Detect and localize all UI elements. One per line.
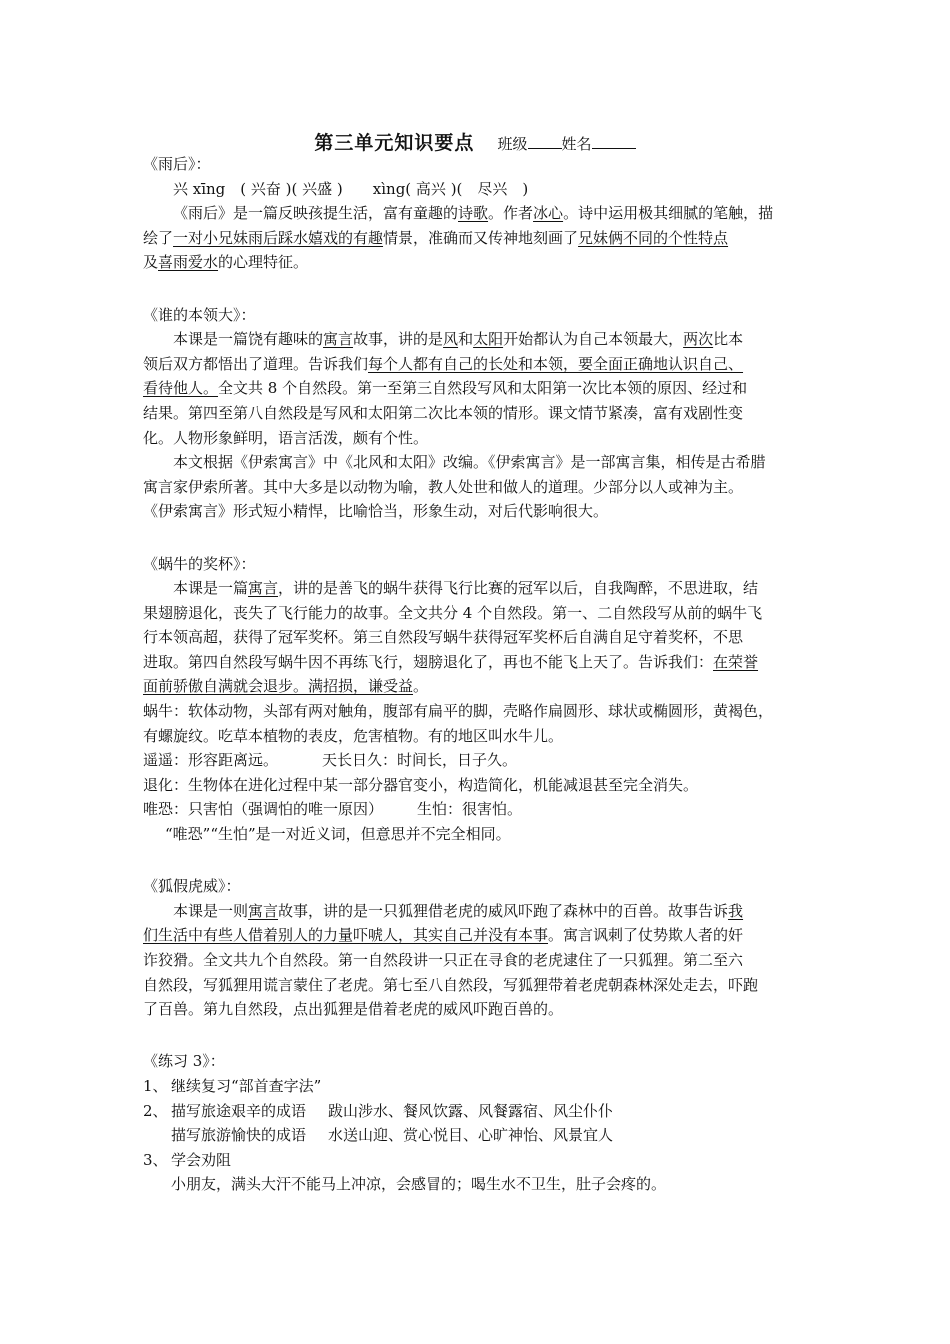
underlined-text: 冰心 <box>533 204 564 223</box>
document-body <box>143 152 808 1197</box>
underlined-text: 寓言 <box>248 901 279 920</box>
paragraph-line <box>143 226 808 251</box>
text: 。诗中运用极其细腻的笔触，描 <box>563 204 774 223</box>
underlined-text: 一对小兄妹雨后踩水嬉戏的有趣 <box>173 228 384 247</box>
paragraph-line <box>143 899 808 924</box>
underlined-text: 寓言 <box>323 330 354 349</box>
text: 唯恐：只害怕（强调怕的唯一原因） <box>143 800 384 819</box>
underlined-text: 诗歌 <box>458 204 489 223</box>
note-line: “唯恐”“生怕”是一对近义词，但意思并不完全相同。 <box>165 825 511 844</box>
paragraph-line <box>143 352 808 377</box>
section-heading-lianxi: 《练习 3》： <box>143 1052 225 1071</box>
text: 领后双方都悟出了道理。告诉我们 <box>143 354 369 373</box>
definition-line <box>143 748 808 773</box>
section-heading-hujia: 《狐假虎威》： <box>143 877 241 896</box>
underlined-text: 在荣誉 <box>713 652 759 671</box>
exercise-item-3 <box>143 1148 808 1173</box>
pronunciation-1: 兴 xīng ( 兴奋 )( 兴盛 ) <box>173 179 343 198</box>
text: 描写旅游愉快的成语 <box>171 1126 307 1145</box>
text: 描写旅途艰辛的成语 <box>171 1101 307 1120</box>
paragraph-line <box>143 327 808 352</box>
text: ，讲的是善飞的蜗牛获得飞行比赛的冠军以后，自我陶醉，不思进取，结 <box>278 579 759 598</box>
section-heading-woniu: 《蜗牛的奖杯》： <box>143 554 256 573</box>
paragraph-line: 本文根据《伊索寓言》中《北风和太阳》改编。《伊索寓言》是一部寓言集，相传是古希腊 <box>173 453 766 472</box>
paragraph-line <box>143 674 808 699</box>
title-row <box>0 128 950 155</box>
paragraph-line: 化。人物形象鲜明，语言活泼，颇有个性。 <box>143 428 429 447</box>
text: 故事，讲的是 <box>353 330 444 349</box>
underlined-text: 看待他人。 <box>143 379 219 398</box>
text: 继续复习“部首查字法” <box>171 1076 322 1095</box>
pronunciation-line <box>143 177 808 202</box>
underlined-text: 寓言 <box>248 579 279 598</box>
text: 开始都认为自己本领最大， <box>503 330 684 349</box>
exercise-item-2 <box>143 1099 808 1124</box>
text: 天长日久：时间长，日子久。 <box>322 751 518 770</box>
definition-line: 退化：生物体在进化过程中某一部分器官变小，构造简化，机能减退甚至完全消失。 <box>143 775 699 794</box>
underlined-text: 兄妹俩不同的个性特点 <box>578 228 729 247</box>
item-number: 1、 <box>143 1076 168 1095</box>
paragraph-line <box>143 923 808 948</box>
text: 《雨后》是一篇反映孩提生活，富有童趣的 <box>173 204 459 223</box>
name-label: 姓名 <box>561 135 592 153</box>
underlined-text: 每个人都有自己的长处和本领，要全面正确地认识自己、 <box>368 354 744 373</box>
paragraph-line: 诈狡猾。全文共九个自然段。第一自然段讲一只正在寻食的老虎逮住了一只狐狸。第二至六 <box>143 951 744 969</box>
text: 本课是一篇饶有趣味的 <box>173 330 324 349</box>
class-blank <box>528 134 562 149</box>
text: 绘了 <box>143 228 174 247</box>
paragraph-line: 果翅膀退化，丧失了飞行能力的故事。全文共分 4 个自然段。第一、二自然段写从前的蜗牛飞 <box>143 603 763 622</box>
underlined-text: 风 <box>443 330 459 349</box>
underlined-text: 面前骄傲自满就会退步。满招损，谦受益 <box>143 677 414 696</box>
text: 及 <box>143 253 159 272</box>
text: 。作者 <box>488 204 534 223</box>
text: 全文共 8 个自然段。第一至第三自然段写风和太阳第一次比本领的原因、经过和 <box>218 379 748 398</box>
paragraph-line: 行本领高超，获得了冠军奖杯。第三自然段写蜗牛获得冠军奖杯后自满自足守着奖杯，不思 <box>143 628 744 647</box>
definition-line: 有螺旋纹。吃草本植物的表皮，危害植物。有的地区叫水牛儿。 <box>143 726 564 745</box>
name-blank <box>592 134 636 149</box>
page-title: 第三单元知识要点 <box>314 132 475 154</box>
paragraph-line: 了百兽。第九自然段，点出狐狸是借着老虎的威风吓跑百兽的。 <box>143 1000 564 1019</box>
text: 和 <box>458 330 474 349</box>
exercise-item-3-text: 小朋友，满头大汗不能马上冲凉，会感冒的；喝生水不卫生，肚子会疼的。 <box>171 1175 667 1194</box>
definition-line: 蜗牛：软体动物，头部有两对触角，腹部有扁平的脚，壳略作扁圆形、球状或椭圆形，黄褐色， <box>143 702 774 721</box>
text: 情景，准确而又传神地刻画了 <box>383 228 579 247</box>
text: 水送山迎、赏心悦目、心旷神怡、风景宜人 <box>328 1126 614 1145</box>
pronunciation-2: xìng( 高兴 )( 尽兴 ) <box>372 179 529 198</box>
section-heading-yuhou: 《雨后》： <box>143 155 211 173</box>
item-number: 2、 <box>143 1101 168 1120</box>
underlined-text: 喜雨爱水 <box>158 253 219 272</box>
text: 故事，讲的是一只狐狸借老虎的威风吓跑了森林中的百兽。故事告诉 <box>278 901 729 920</box>
underlined-text: 太阳 <box>473 330 504 349</box>
paragraph-line <box>143 201 808 226</box>
text: 学会劝阻 <box>171 1150 232 1169</box>
text: 的心理特征。 <box>218 253 309 272</box>
text: 。寓言讽刺了仗势欺人者的奸 <box>548 926 744 945</box>
paragraph-line: 《伊索寓言》形式短小精悍，比喻恰当，形象生动，对后代影响很大。 <box>143 502 609 521</box>
student-info <box>498 135 636 153</box>
paragraph-line <box>143 250 808 275</box>
paragraph-line <box>143 650 808 675</box>
text: 跋山涉水、餐风饮露、风餐露宿、风尘仆仆 <box>328 1101 614 1120</box>
text: 比本 <box>713 330 744 349</box>
text: 遥遥：形容距离远。 <box>143 751 279 770</box>
paragraph-line <box>143 576 808 601</box>
underlined-text: 我 <box>728 901 744 920</box>
text: 生怕：很害怕。 <box>417 800 523 819</box>
definition-line <box>143 797 808 822</box>
paragraph-line <box>143 376 808 401</box>
item-number: 3、 <box>143 1150 168 1169</box>
paragraph-line: 结果。第四至第八自然段是写风和太阳第二次比本领的情形。课文情节紧凑，富有戏剧性变 <box>143 403 744 422</box>
paragraph-line: 自然段，写狐狸用谎言蒙住了老虎。第七至八自然段，写狐狸带着老虎朝森林深处走去，吓跑 <box>143 975 759 994</box>
text: 本课是一则 <box>173 901 249 920</box>
section-heading-shei: 《谁的本领大》： <box>143 305 256 324</box>
text: 进取。第四自然段写蜗牛因不再练飞行，翅膀退化了，再也不能飞上天了。告诉我们： <box>143 652 714 671</box>
class-label: 班级 <box>497 135 528 153</box>
underlined-text: 两次 <box>683 330 714 349</box>
text: 。 <box>413 677 429 696</box>
exercise-item-2b <box>143 1123 808 1148</box>
paragraph-line: 寓言家伊索所著。其中大多是以动物为喻，教人处世和做人的道理。少部分以人或神为主。 <box>143 477 744 496</box>
text: 本课是一篇 <box>173 579 249 598</box>
underlined-text: 们生活中有些人借着别人的力量吓唬人，其实自己并没有本事 <box>143 926 549 945</box>
exercise-item-1 <box>143 1074 808 1099</box>
